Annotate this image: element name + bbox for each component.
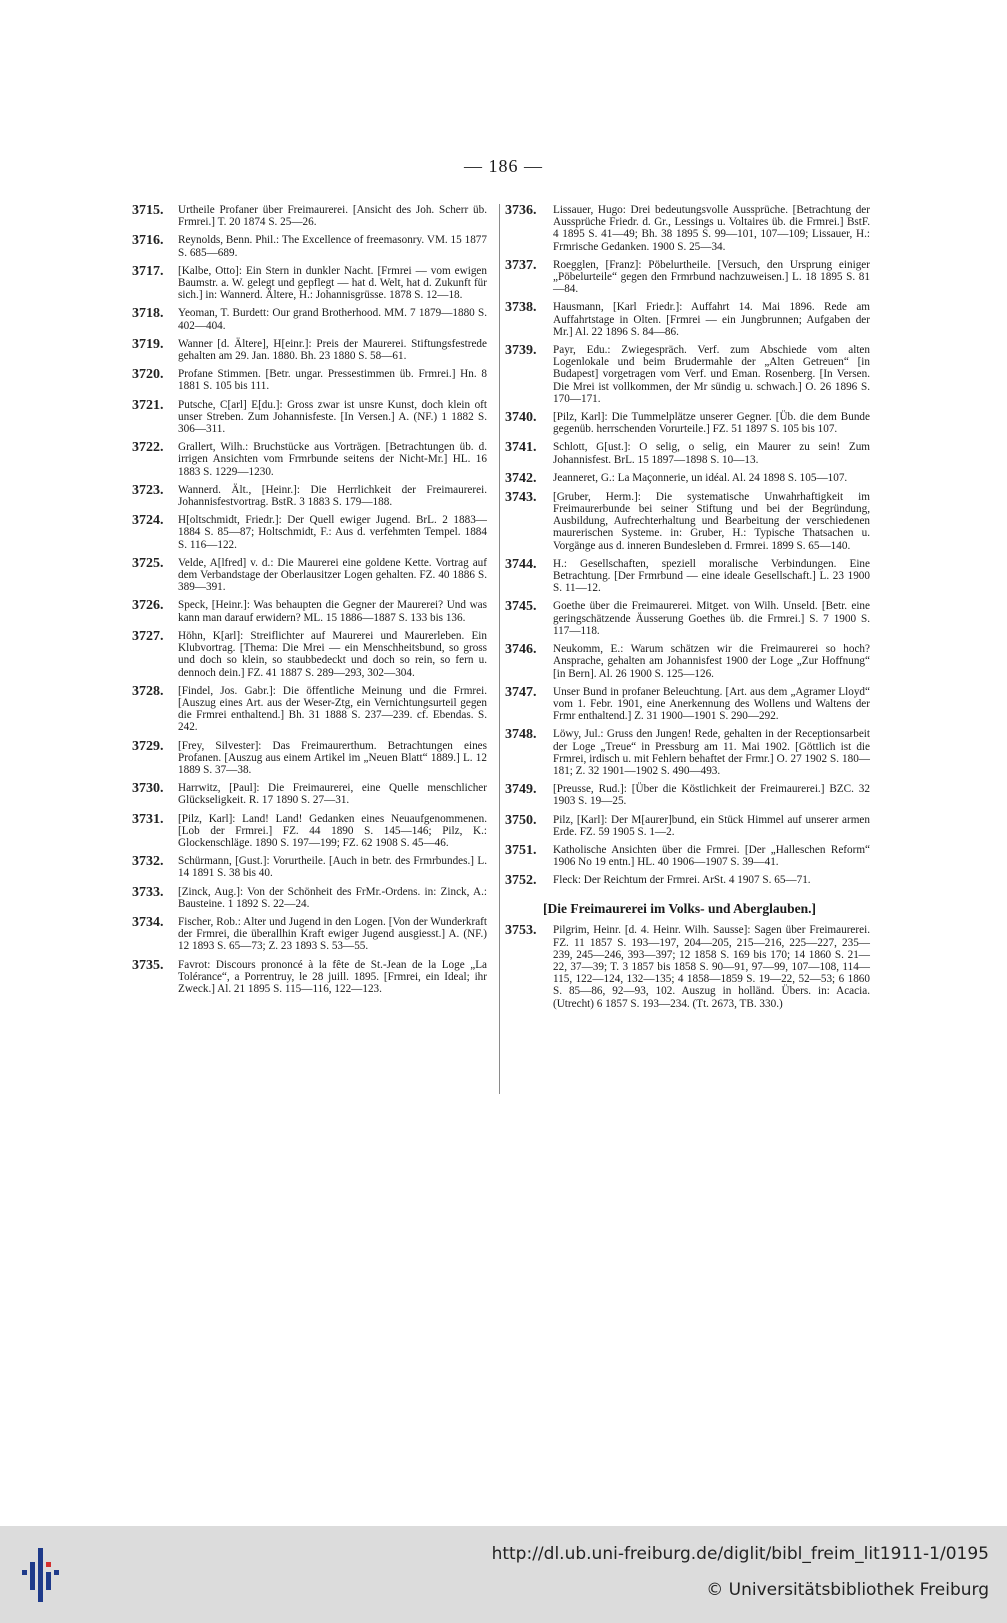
- entry-text: Putsche, C[arl] E[du.]: Gross zwar ist unsre Kunst, doch klein oft unser Streben. Zum Johannisfeste. [In Versen.] A. (NF.) 1 1882 S. 306—311.: [178, 398, 487, 436]
- source-url-link[interactable]: http://dl.ub.uni-freiburg.de/diglit/bibl_freim_lit1911-1/0195: [491, 1544, 989, 1564]
- entry-number: 3722.: [132, 440, 164, 456]
- page-number: — 186 —: [464, 156, 543, 176]
- entry-text: [Kalbe, Otto]: Ein Stern in dunkler Nacht. [Frmrei — vom ewigen Baumstr. a. W. gelegt und gepflegt — hat d. Welt, hat d. Zukunft für sich.] in: Wannerd. Ältere, H.: Johannisgrüsse. 1878 S. 12—18.: [178, 264, 487, 302]
- bibliography-entry: [505, 259, 870, 296]
- bibliography-entry: [132, 886, 487, 910]
- column-divider: [499, 204, 500, 1094]
- bibliography-entry: [505, 491, 870, 552]
- entry-number: 3753.: [505, 923, 537, 939]
- bibliography-entry: [132, 685, 487, 734]
- bibliography-entry: [132, 599, 487, 623]
- entry-text: Höhn, K[arl]: Streiflichter auf Maurerei und Maurerleben. Ein Klubvortrag. [Thema: Die Mrei — ein Menschheitsbund, so gross und doch so klein, so staubbedeckt und doch so rein, so fern u. dennoch dein.] FZ. 41 1887 S. 289—293, 302—304.: [178, 629, 487, 679]
- entry-number: 3728.: [132, 683, 164, 699]
- bibliography-entry: [505, 783, 870, 807]
- entry-number: 3718.: [132, 306, 164, 322]
- bibliography-entry: [505, 924, 870, 1009]
- entry-text: Speck, [Heinr.]: Was behaupten die Gegner der Maurerei? Und was kann man darauf erwidern? ML. 15 1886—1887 S. 133 bis 136.: [178, 599, 487, 624]
- entry-number: 3736.: [505, 203, 537, 218]
- left-column: [132, 204, 487, 1001]
- entry-number: 3732.: [132, 854, 164, 870]
- entry-number: 3723.: [132, 482, 164, 498]
- entry-number: 3743.: [505, 489, 537, 505]
- entry-text: Hausmann, [Karl Friedr.]: Auffahrt 14. Mai 1896. Rede am Auffahrtstage in Olten. [Frmrei — ein Jungbrunnen; Aufgaben der Mr.] Al. 22 1896 S. 84—86.: [553, 301, 870, 338]
- bibliography-entry: [505, 472, 870, 485]
- entry-number: 3729.: [132, 738, 164, 754]
- entry-text: Grallert, Wilh.: Bruchstücke aus Vorträgen. [Betrachtungen üb. d. irrigen Ansichten vom Frmrbunde seitens der Nicht-Mr.] HL. 16 1883 S. 1229—1230.: [178, 441, 487, 478]
- bibliography-entry: [505, 728, 870, 777]
- entry-number: 3730.: [132, 781, 164, 797]
- bibliography-entry: [132, 782, 487, 806]
- entry-text: H.: Gesellschaften, speziell moralische Verbindungen. Eine Betrachtung. [Der Frmrbund — eine ideale Gesellschaft.] L. 23 1900 S. 11—12.: [553, 557, 870, 595]
- entry-number: 3725.: [132, 555, 164, 571]
- bibliography-entry: [132, 855, 487, 879]
- entry-number: 3738.: [505, 300, 537, 316]
- entry-number: 3727.: [132, 628, 164, 644]
- entry-text: Löwy, Jul.: Gruss den Jungen! Rede, gehalten in der Receptionsarbeit der Loge „Treue“ in Pressburg am 11. Mai 1902. [Göttlich ist die Frmrei, irdisch u. mit Fehlern behaftet der Frmr.] O. 27 1902 S. 180—181; Z. 32 1901—1902 S. 490—493.: [553, 728, 870, 777]
- entry-text: Schlott, G[ust.]: O selig, o selig, ein Maurer zu sein! Zum Johannisfest. BrL. 15 1897—1898 S. 10—13.: [553, 441, 870, 466]
- entry-text: Wannerd. Ält., [Heinr.]: Die Herrlichkeit der Freimaurerei. Johannisfestvortrag. BstR. 3 1883 S. 179—188.: [178, 483, 487, 509]
- bibliography-entry: [505, 441, 870, 465]
- bibliography-entry: [132, 399, 487, 436]
- entry-number: 3717.: [132, 263, 164, 279]
- section-heading: [Die Freimaurerei im Volks- und Aberglauben.]: [543, 901, 817, 917]
- entry-number: 3716.: [132, 233, 164, 249]
- entry-number: 3746.: [505, 642, 537, 658]
- entry-number: 3751.: [505, 842, 537, 858]
- entry-number: 3719.: [132, 336, 164, 352]
- bibliography-entry: [505, 600, 870, 637]
- entry-number: 3741.: [505, 440, 537, 456]
- entry-number: 3750.: [505, 812, 537, 828]
- entry-text: Payr, Edu.: Zwiegespräch. Verf. zum Abschiede vom alten Logenlokale und beim Brudermahle der „Alten Getreuen“ [in Budapest] vorgetragen vom Verf. und Eman. Rosenberg. [In Versen. Die Mrei ist vollkommen, der Mr sündig u. schwach.] O. 26 1896 S. 170—171.: [553, 344, 870, 405]
- entry-text: [Preusse, Rud.]: [Über die Köstlichkeit der Freimaurerei.] BZC. 32 1903 S. 19—25.: [553, 783, 870, 808]
- entry-text: Pilz, [Karl]: Der M[aurer]bund, ein Stück Himmel auf unserer armen Erde. FZ. 59 1905 S. 1—2.: [553, 813, 870, 838]
- bibliography-entry: [505, 874, 870, 887]
- bibliography-entry: [505, 411, 870, 435]
- entry-number: 3742.: [505, 470, 537, 486]
- entry-text: Fischer, Rob.: Alter und Jugend in den Logen. [Von der Wunderkraft der Frmrei, die überallhin Kraft ewiger Jugend ausgiesst.] A. (NF.) 12 1893 S. 65—73; Z. 23 1893 S. 53—55.: [178, 915, 487, 953]
- entry-number: 3721.: [132, 397, 164, 413]
- entry-text: Jeanneret, G.: La Maçonnerie, un idéal. Al. 24 1898 S. 105—107.: [553, 471, 848, 484]
- footer-bar: [0, 1526, 1007, 1623]
- entry-text: [Pilz, Karl]: Die Tummelplätze unserer Gegner. [Üb. die dem Bunde gegenüb. herrschenden Vorurteile.] FZ. 51 1897 S. 105 bis 107.: [553, 411, 870, 436]
- entry-number: 3734.: [132, 914, 164, 930]
- bibliography-entry: [132, 514, 487, 551]
- bibliography-entry: [505, 558, 870, 595]
- bibliography-entry: [132, 204, 487, 228]
- entry-text: Schürmann, [Gust.]: Vorurtheile. [Auch in betr. des Frmrbundes.] L. 14 1891 S. 38 bis 40.: [178, 855, 487, 880]
- entry-text: Harrwitz, [Paul]: Die Freimaurerei, eine Quelle menschlicher Glückseligkeit. R. 17 1890 S. 27—31.: [178, 782, 487, 807]
- bibliography-entry: [132, 630, 487, 679]
- entry-number: 3737.: [505, 257, 537, 273]
- entry-number: 3745.: [505, 599, 537, 615]
- entry-text: Reynolds, Benn. Phil.: The Excellence of freemasonry. VM. 15 1877 S. 685—689.: [178, 234, 487, 259]
- bibliography-entry: [505, 344, 870, 405]
- entry-number: 3724.: [132, 513, 164, 529]
- right-column: [505, 204, 870, 1016]
- entry-number: 3715.: [132, 203, 164, 218]
- bibliography-entry: [505, 204, 870, 253]
- bibliography-entry: [132, 916, 487, 953]
- entry-text: Goethe über die Freimaurerei. Mitget. von Wilh. Unseld. [Betr. eine geringschätzende Äusserung Goethes üb. die Frmrei.] S. 7 1900 S. 117—118.: [553, 600, 870, 637]
- entry-text: Unser Bund in profaner Beleuchtung. [Art. aus dem „Agramer Lloyd“ vom 1. Febr. 1901, eine Anerkennung des Wollens und Waltens der Frmr enthaltend.] Z. 31 1900—1901 S. 290—292.: [553, 685, 870, 723]
- bibliography-entry: [132, 338, 487, 362]
- entry-text: [Findel, Jos. Gabr.]: Die öffentliche Meinung und die Frmrei. [Auszug eines Art. aus der Weser-Ztg, ein Vernichtungsurteil gegen die Frmrei enthaltend.] Bh. 31 1888 S. 237—239. cf. Ebendas. S. 242.: [178, 684, 487, 734]
- entry-number: 3735.: [132, 957, 164, 973]
- entry-text: Katholische Ansichten über die Frmrei. [Der „Halleschen Reform“ 1906 No 19 entn.] HL. 40 1906—1907 S. 39—41.: [553, 843, 870, 869]
- bibliography-entry: [132, 557, 487, 594]
- entry-number: 3747.: [505, 684, 537, 700]
- bibliography-entry: [132, 265, 487, 302]
- entry-text: Lissauer, Hugo: Drei bedeutungsvolle Aussprüche. [Betrachtung der Aussprüche Friedr. d. Gr., Lessings u. Voltaires üb. die Frmrei.] BstF. 4 1895 S. 41—49; Bh. 38 1895 S. 99—101, 107—109; Lissauer, H.: Frmrische Gedanken. 1900 S. 25—34.: [553, 204, 870, 253]
- bibliography-entry: [505, 643, 870, 680]
- bibliography-entry: [132, 368, 487, 392]
- entry-text: [Zinck, Aug.]: Von der Schönheit des FrMr.-Ordens. in: Zinck, A.: Bausteine. 1 1892 S. 22—24.: [178, 885, 487, 910]
- bibliography-entry: [132, 484, 487, 508]
- entry-number: 3739.: [505, 343, 537, 359]
- entry-number: 3744.: [505, 556, 537, 572]
- entry-number: 3733.: [132, 884, 164, 900]
- bibliography-entry: [132, 740, 487, 777]
- entry-number: 3752.: [505, 873, 537, 889]
- bibliography-entry: [505, 844, 870, 868]
- entry-text: Profane Stimmen. [Betr. ungar. Pressestimmen üb. Frmrei.] Hn. 8 1881 S. 105 bis 111.: [178, 368, 487, 393]
- entry-text: [Frey, Silvester]: Das Freimaurerthum. Betrachtungen eines Profanen. [Auszug aus einem Artikel im „Neuen Blatt“ 1889.] L. 12 1889 S. 37—38.: [178, 739, 487, 776]
- bibliography-entry: [132, 959, 487, 996]
- bibliography-entry: [505, 686, 870, 723]
- copyright-text: © Universitätsbibliothek Freiburg: [706, 1580, 989, 1600]
- entry-number: 3749.: [505, 782, 537, 798]
- entry-text: Favrot: Discours prononcé à la fête de St.-Jean de la Loge „La Tolérance“, a Porrentruy, le 28 juill. 1895. [Frmrei, ein Ideal; ihr Zweck.] Al. 21 1895 S. 115—116, 122—123.: [178, 958, 487, 995]
- entry-text: [Pilz, Karl]: Land! Land! Gedanken eines Neuaufgenommenen. [Lob der Frmrei.] FZ. 44 1890 S. 145—146; Pilz, K.: Glockenschläge. 1890 S. 197—199; FZ. 62 1908 S. 45—46.: [178, 812, 487, 849]
- entry-number: 3726.: [132, 598, 164, 614]
- entry-text: H[oltschmidt, Friedr.]: Der Quell ewiger Jugend. BrL. 2 1883—1884 S. 85—87; Holtschmidt, F.: Aus d. verfehmten Tempel. 1884 S. 116—122.: [178, 514, 487, 551]
- entry-text: Pilgrim, Heinr. [d. 4. Heinr. Wilh. Sausse]: Sagen über Freimaurerei. FZ. 11 1857 S. 193—197, 204—205, 215—216, 225—227, 235—239, 245—246, 393—397; 12 1858 S. 169 bis 170; 14 1860 S. 21—22, 37—39; T. 3 1857 bis 1858 S. 90—91, 97—99, 107—108, 114—115, 122—124, 132—135; 4 1858—1859 S. 19—22, 52—53; 6 1860 S. 85—86, 92—93, 102. Auszug in holländ. Übers. in: Acacia. (Utrecht) 6 1857 S. 193—234. (Tt. 2673, TB. 330.): [553, 924, 870, 1010]
- entry-text: Neukomm, E.: Warum schätzen wir die Freimaurerei so hoch? Ansprache, gehalten am Johannisfest 1900 der Loge „Zur Hoffnung“ [in Bern]. Al. 26 1900 S. 125—126.: [553, 643, 870, 680]
- entry-text: Wanner [d. Ältere], H[einr.]: Preis der Maurerei. Stiftungsfestrede gehalten am 29. Jan. 1880. Bh. 23 1880 S. 58—61.: [178, 337, 487, 363]
- entry-number: 3740.: [505, 410, 537, 426]
- entry-text: Fleck: Der Reichtum der Frmrei. ArSt. 4 1907 S. 65—71.: [553, 874, 811, 887]
- entry-number: 3731.: [132, 811, 164, 827]
- entry-number: 3748.: [505, 727, 537, 743]
- bibliography-entry: [132, 813, 487, 850]
- entry-text: Yeoman, T. Burdett: Our grand Brotherhood. MM. 7 1879—1880 S. 402—404.: [178, 307, 487, 332]
- bibliography-entry: [505, 814, 870, 838]
- entry-text: [Gruber, Herm.]: Die systematische Unwahrhaftigkeit im Freimaurerbunde bei seiner Stiftung und bei der Begründung, Ausbildung, Aufrechterhaltung und Bearbeitung der verschiedenen maurerischen Systeme. in: Gruber, H.: Typische Thatsachen u. Vorgänge aus d. inneren Bundesleben d. Frmrei. 1899 S. 65—140.: [553, 490, 870, 552]
- entry-text: Velde, A[lfred] v. d.: Die Maurerei eine goldene Kette. Vortrag auf dem Verbandstage der Oberlausitzer Logen gehalten. FZ. 40 1886 S. 389—391.: [178, 556, 487, 594]
- entry-text: Roegglen, [Franz]: Pöbelurtheile. [Versuch, den Ursprung einiger „Pöbelurteile“ gegen den Frmrbund nachzuweisen.] L. 18 1895 S. 81—84.: [553, 258, 870, 296]
- entry-number: 3720.: [132, 367, 164, 383]
- bibliography-entry: [132, 234, 487, 258]
- ub-freiburg-logo-icon: [22, 1544, 66, 1604]
- bibliography-entry: [132, 307, 487, 331]
- bibliography-entry: [505, 301, 870, 338]
- bibliography-entry: [132, 441, 487, 478]
- entry-text: Urtheile Profaner über Freimaurerei. [Ansicht des Joh. Scherr üb. Frmrei.] T. 20 1874 S. 25—26.: [178, 204, 487, 229]
